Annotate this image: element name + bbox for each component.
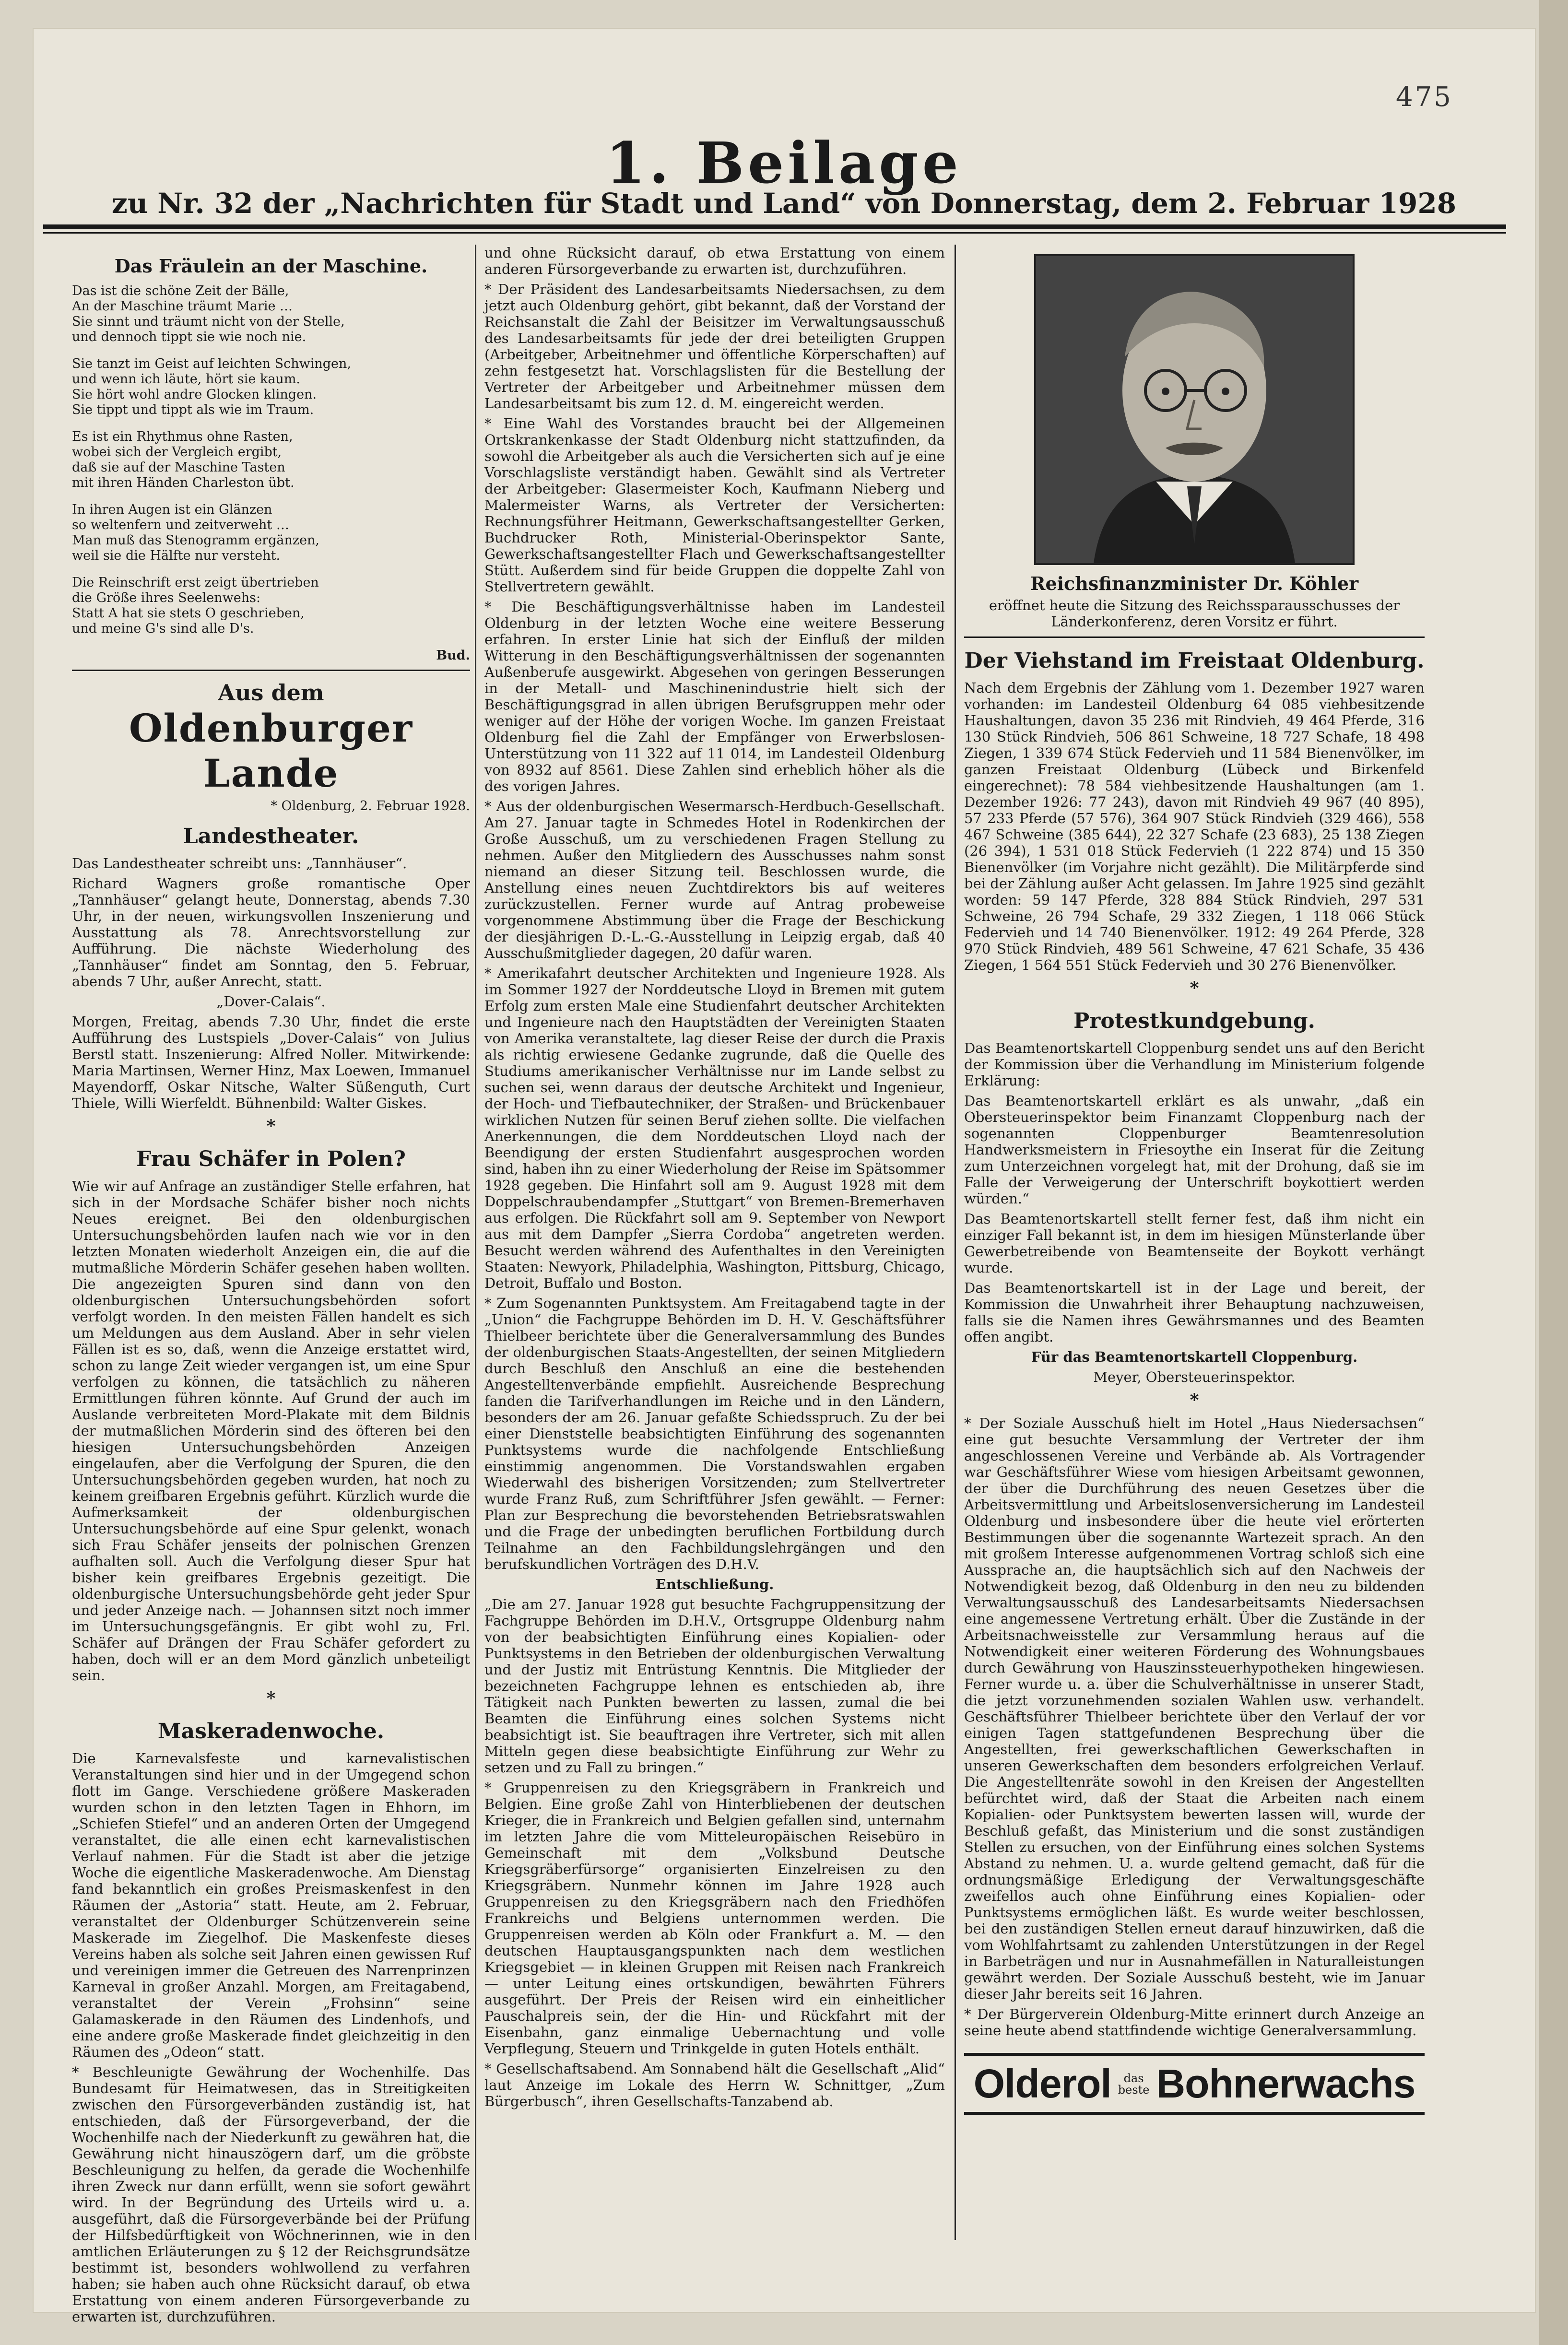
article-text: * Der Präsident des Landesarbeitsamts Niedersachsen, zu dem jetzt auch Oldenburg gehört, gibt bekannt, daß der Vorstand der Reichsanstalt die Zahl der Beisitzer im Verwaltungsausschuß des Landesarbeitsamts für jede der drei beteiligten Gruppen (Arbeitgeber, Arbeitnehmer und öffentliche Körperschaften) auf zehn festgesetzt hat. Vorschlagslisten für die Bestellung der Vertreter der Arbeitgeber und Arbeitnehmer müssen dem Landesarbeitsamt bis zum 12. d. M. eingereicht werden. <box>484 281 945 412</box>
article-title: Der Viehstand im Freistaat Oldenburg. <box>964 648 1425 673</box>
article-subhead: Entschließung. <box>655 1576 774 1592</box>
ad-small-word: das <box>1123 2071 1144 2085</box>
article-title: Maskeradenwoche. <box>157 1719 385 1744</box>
column-1 <box>72 245 470 2325</box>
photo-subcaption: eröffnet heute die Sitzung des Reichssparausschusses der Länderkonferenz, deren Vorsitz er führt. <box>989 597 1400 630</box>
poem-line: Es ist ein Rhythmus ohne Rasten, <box>72 429 293 444</box>
article-text: * Gesellschaftsabend. Am Sonnabend hält die Gesellschaft „Alid“ laut Anzeige im Lokale des Herrn W. Schnittger, „Zum Bürgerbusch“, ihren Gesellschafts-Tanzabend ab. <box>484 2061 945 2109</box>
article-text: „Die am 27. Januar 1928 gut besuchte Fachgruppensitzung der Fachgruppe Behörden im D.H.V., Ortsgruppe Oldenburg nahm von der beabsichtigten Einführung eines Kopialien- oder Punktsystems in den Betrieben der oldenburgischen Verwaltung und der Justiz mit Entrüstung Kenntnis. Die Mitglieder der bezeichneten Fachgruppe lehnen es entschieden ab, ihre Tätigkeit nach Punkten bewerten zu lassen, zumal die bei Beamten die Einführung eines solchen Systems nicht beabsichtigt ist. Sie beauftragen ihre Vertreter, sich mit allen Mitteln gegen diese beabsichtigte Einführung zur Wehr zu setzen und zu Fall zu bringen.“ <box>484 1596 945 1776</box>
poem-line: und dennoch tippt sie wie noch nie. <box>72 330 307 344</box>
poem-line: weil sie die Hälfte nur versteht. <box>72 548 281 563</box>
separator-star: * <box>266 1116 276 1136</box>
article-text: Das Beamtenortskartell stellt ferner fest, daß ihm nicht ein einziger Fall bekannt ist, in dem im hiesigen Münsterlande über Gewerbetreibende von Beamtenseite der Boykott verhängt wurde. <box>964 1211 1425 1276</box>
column-2 <box>484 245 945 2240</box>
poem-author: Bud. <box>436 648 470 663</box>
article-text: * Der Bürgerverein Oldenburg-Mitte erinnert durch Anzeige an seine heute abend stattfindende wichtige Generalversammlung. <box>964 2006 1425 2039</box>
poem-line: die Größe ihres Seelenwehs: <box>72 590 261 605</box>
poem-line: In ihren Augen ist ein Glänzen <box>72 502 272 517</box>
poem-line: Sie tanzt im Geist auf leichten Schwingen, <box>72 356 351 371</box>
separator-star: * <box>266 1688 276 1709</box>
signature: Meyer, Obersteuerinspektor. <box>1093 1369 1296 1385</box>
column-3 <box>964 245 1425 2240</box>
poem-line: mit ihren Händen Charleston übt. <box>72 475 295 490</box>
header-rule <box>43 224 1506 229</box>
book-edge <box>1539 0 1568 2345</box>
poem-stanza <box>72 502 470 564</box>
article-text: Morgen, Freitag, abends 7.30 Uhr, findet die erste Aufführung des Lustspiels „Dover-Calais“ von Julius Berstl statt. Inszenierung: Alfred Noller. Mitwirkende: Maria Martinsen, Werner Hinz, Max Loewen, Immanuel Mayendorff, Oskar Nitsche, Walter Süßenguth, Curt Thiele, Willi Wierfeldt. Bühnenbild: Walter Giskes. <box>72 1013 470 1111</box>
poem-line: wobei sich der Vergleich ergibt, <box>72 445 282 460</box>
poem <box>72 283 470 636</box>
header-rule-thin <box>43 232 1506 234</box>
poem-line: Das ist die schöne Zeit der Bälle, <box>72 283 289 298</box>
separator-star: * <box>1190 978 1199 998</box>
portrait-image-icon <box>1036 256 1353 563</box>
poem-stanza <box>72 575 470 636</box>
section-pre: Aus dem <box>218 680 324 706</box>
poem-line: Sie hört wohl andre Glocken klingen. <box>72 387 317 402</box>
poem-line: Die Reinschrift erst zeigt übertrieben <box>72 575 319 590</box>
article-title: Landestheater. <box>183 824 359 848</box>
article-text: * Eine Wahl des Vorstandes braucht bei der Allgemeinen Ortskrankenkasse der Stadt Oldenburg nicht stattzufinden, da sowohl die Arbeitgeber als auch die Versicherten sich auf je eine Vorschlagsliste verständigt haben. Gewählt sind als Vertreter der Arbeitgeber: Glasermeister Koch, Kaufmann Nieberg und Malermeister Warns, als Vertreter der Versicherten: Rechnungsführer Heitmann, Gewerkschaftsangestellter Gerken, Buchdrucker Roth, Ministerial-Oberinspektor Sante, Gewerkschaftsangestellter Flach und Gewerkschaftsangestellter Stütt. Außerdem sind für beide Gruppen die doppelte Zahl von Stellvertretern gewählt. <box>484 415 945 595</box>
ad-product: Bohnerwachs <box>1156 2061 1415 2106</box>
ad-small-word: beste <box>1118 2083 1150 2097</box>
signature: Für das Beamtenortskartell Cloppenburg. <box>1031 1349 1358 1365</box>
column-divider <box>475 245 476 2240</box>
article-text: Das Beamtenortskartell ist in der Lage und bereit, der Kommission die Unwahrheit ihrer Behauptung nachzuweisen, falls sie die Namen ihres Gewährsmannes und des Beamten offen angibt. <box>964 1280 1425 1345</box>
poem-line: Sie sinnt und träumt nicht von der Stelle, <box>72 314 345 329</box>
poem-title: Das Fräulein an der Maschine. <box>114 255 428 277</box>
article-text: * Gruppenreisen zu den Kriegsgräbern in Frankreich und Belgien. Eine große Zahl von Hinterbliebenen der deutschen Krieger, die in Frankreich und Belgien gefallen sind, unternahm im letzten Jahre die vom Mitteleuropäischen Reisebüro in Gemeinschaft mit dem „Volksbund Deutsche Kriegsgräberfürsorge“ organisierten Einzelreisen zu den Kriegsgräbern. Nunmehr können im Jahre 1928 auch Gruppenreisen zu den Kriegsgräbern nach den Friedhöfen Frankreichs und Belgiens unternommen werden. Die Gruppenreisen werden ab Köln oder Frankfurt a. M. — den deutschen Hauptausgangspunkten nach dem westlichen Kriegsgebiet — in kleinen Gruppen mit Reisen nach Frankreich — unter Leitung eines ortskundigen, bewährten Führers ausgeführt. Der Preis der Reisen wird ein einheitlicher Pauschalpreis sein, der die Hin- und Rückfahrt mit der Eisenbahn, ganz einmalige Uebernachtung und volle Verpflegung, Steuern und Trinkgelde in guten Hotels enthält. <box>484 1779 945 2057</box>
photo-caption: Reichsfinanzminister Dr. Köhler <box>1030 573 1359 594</box>
article-text: * Der Soziale Ausschuß hielt im Hotel „Haus Niedersachsen“ eine gut besuchte Versammlung der Vertreter der ihm angeschlossenen Vereine und Verbände ab. Als Vortragender war Geschäftsführer Wiese vom hiesigen Arbeitsamt gewonnen, der über die Durchführung des neuen Gesetzes über die Arbeitsvermittlung und Arbeitslosenversicherung im Landesteil Oldenburg und insbesondere über die heute viel erörterten Bestimmungen über die sogenannte Wartezeit sprach. An den mit großem Interesse aufgenommenen Vortrag schloß sich eine Aussprache an, die hauptsächlich sich auf den Nachweis der Notwendigkeit bezog, daß Oldenburg in den neu zu bildenden Verwaltungsausschuß des Landesarbeitsamts Niedersachsen eine angemessene Vertretung erhält. Über die Zustände in der Arbeitsnachweisstelle zur Versammlung heraus auf die Notwendigkeit einer weiteren Förderung des Wohnungsbaues durch Gewährung von Hauszinssteuerhypotheken hingewiesen. Ferner wurde u. a. über die Schulverhältnisse in unserer Stadt, die jetzt vorzunehmenden sozialen Wahlen usw. verhandelt. Geschäftsführer Thielbeer berichtete über den Verlauf der vor einigen Tagen stattgefundenen Besprechung über die Angestellten, frei gewerkschaftlichen Gewerkschaften in unseren Gewerkschaften dem besonders erfolgreichen Verlauf. Die Angestelltenräte sowohl in den Kreisen der Angestellten befürchtet wird, daß der Staat die Arbeiten nach einem Kopialien- oder Punktsystem bewerten lassen will, wurde der Beschluß gefaßt, das Ministerium und die sonst zuständigen Stellen zu ersuchen, von der Einführung eines solchen Systems Abstand zu nehmen. U. a. wurde geltend gemacht, daß für die ordnungsmäßige Erledigung der Verwaltungsgeschäfte zweifellos auch ohne Einführung eines Kopialien- oder Punktsystems ermöglichen läßt. Es wurde weiter beschlossen, bei den zuständigen Stellen erneut darauf hinzuwirken, daß die vom Wohlfahrtsamt zu zahlenden Unterstützungen in der Regel in Barbeträgen und nur in Ausnahmefällen in Naturalleistungen gewährt werden. Der Soziale Ausschuß besteht, wie im Januar dieser Jahr bereits seit 16 Jahren. <box>964 1415 1425 2002</box>
separator-star: * <box>1190 1390 1199 1410</box>
article-text: * Zum Sogenannten Punktsystem. Am Freitagabend tagte in der „Union“ die Fachgruppe Behörden im D. H. V. Geschäftsführer Thielbeer berichtete über die Generalversammlung des Bundes der oldenburgischen Staats-Angestellten, der seinen Mitgliedern durch Beschluß den Anschluß an eine die bestehenden Angestelltenverbände empfiehlt. Ausreichende Besprechung fanden die Tarifverhandlungen im Reiche und in den Ländern, besonders der am 26. Januar gefaßte Schiedsspruch. Zu der bei einer Dienststelle beabsichtigten Einführung des sogenannten Punktsystems wurde die nachfolgende Entschließung einstimmig angenommen. Die Vorstandswahlen ergaben Wiederwahl des bisherigen Vorsitzenden; zum Stellvertreter wurde Franz Ruß, zum Schriftführer Jsfen gewählt. — Ferner: Plan zur Besprechung die bevorstehenden Betriebsratswahlen und die Frage der unbedingten beruflichen Fortbildung durch Teilnahme an den Fachbildungslehrgängen und den berufskundlichen Vorträgen des D.H.V. <box>484 1295 945 1572</box>
poem-line: und wenn ich läute, hört sie kaum. <box>72 372 301 387</box>
poem-line: An der Maschine träumt Marie … <box>72 299 293 314</box>
ad-small-text <box>1118 2073 1150 2096</box>
dateline: * Oldenburg, 2. Februar 1928. <box>271 799 470 813</box>
poem-line: Man muß das Stenogramm ergänzen, <box>72 533 320 548</box>
section-rule <box>964 636 1425 638</box>
article-title: Protestkundgebung. <box>1073 1009 1315 1033</box>
poem-line: und meine G's sind alle D's. <box>72 621 254 636</box>
article-text: Das Beamtenortskartell erklärt es als unwahr, „daß ein Obersteuerinspektor beim Finanzamt Cloppenburg nach der sogenannten Cloppenburger Beamtenresolution Handwerksmeistern in Friesoythe ein Inserat für die Zeitung zum Unterzeichnen vorgelegt hat, mit der Drohung, daß sie im Falle der Verweigerung der Unterschrift boykottiert werden würden.“ <box>964 1093 1425 1207</box>
article-text: * Aus der oldenburgischen Wesermarsch-Herdbuch-Gesellschaft. Am 27. Januar tagte in Schmedes Hotel in Rodenkirchen der Große Ausschuß, um zu verschiedenen Fragen Stellung zu nehmen. Außer den Mitgliedern des Ausschusses nahm sonst niemand an dieser Sitzung teil. Beschlossen wurde, die Anstellung eines neuen Zuchtdirektors bis auf weiteres zurückzustellen. Ferner wurde auf Antrag probeweise vorgenommene Abstimmung über die Frage der Beschickung der diesjährigen D.-L.-G.-Ausstellung in Leipzig ergab, daß 40 Ausschußmitglieder dagegen, 20 dafür waren. <box>484 798 945 961</box>
page-number: 475 <box>1396 82 1453 113</box>
article-text: * Die Beschäftigungsverhältnisse haben im Landesteil Oldenburg in der letzten Woche eine weitere Besserung erfahren. In erster Linie hat sich der Einfluß der milden Witterung in den Beschäftigungsverhältnissen der sogenannten Außenberufe ausgewirkt. Abgesehen von geringen Besserungen in der Metall- und Maschinenindustrie hielt sich der Beschäftigungsgrad in allen übrigen Berufsgruppen mehr oder weniger auf der Höhe der vorigen Woche. Im ganzen Freistaat Oldenburg fiel die Zahl der Empfänger von Erwerbslosen-Unterstützung von 11 322 auf 11 014, im Landesteil Oldenburg von 8932 auf 8561. Diese Zahlen sind erheblich höher als die des vorigen Jahres. <box>484 599 945 794</box>
column-divider <box>955 245 956 2240</box>
article-text: und ohne Rücksicht darauf, ob etwa Erstattung von einem anderen Fürsorgeverbande zu erwarten ist, durchzuführen. <box>484 245 945 277</box>
article-title: Frau Schäfer in Polen? <box>136 1147 406 1171</box>
section-rule <box>72 670 470 671</box>
section-title: Oldenburger Lande <box>129 706 413 796</box>
portrait-photo <box>1034 254 1355 565</box>
article-text: Nach dem Ergebnis der Zählung vom 1. Dezember 1927 waren vorhanden: im Landesteil Oldenburg 64 085 viehbesitzende Haushaltungen, davon 35 236 mit Rindvieh, 49 464 Pferde, 316 130 Stück Rindvieh, 506 861 Schweine, 18 727 Schafe, 18 498 Ziegen, 1 339 674 Stück Federvieh und 11 584 Bienenvölker, im ganzen Freistaat Oldenburg (Lübeck und Birkenfeld eingerechnet): 78 584 viehbesitzende Haushaltungen (am 1. Dezember 1926: 77 243), davon mit Rindvieh 49 967 (40 895), 57 233 Pferde (57 576), 364 907 Stück Rindvieh (329 466), 558 467 Schweine (385 644), 22 327 Schafe (23 683), 25 138 Ziegen (26 394), 1 531 018 Stück Federvieh (1 222 874) und 15 350 Bienenvölker (im Vorjahre nicht gezählt). Die Militärpferde sind bei der Zählung außer Acht gelassen. Im Jahre 1925 sind gezählt worden: 59 147 Pferde, 328 884 Stück Rindvieh, 297 531 Schweine, 26 794 Schafe, 29 332 Ziegen, 1 118 066 Stück Federvieh und 14 740 Bienenvölker. 1912: 49 264 Pferde, 328 970 Stück Rindvieh, 489 561 Schweine, 47 621 Schafe, 35 436 Ziegen, 1 564 551 Stück Federvieh und 30 276 Bienenvölker. <box>964 680 1425 973</box>
article-text: Wie wir auf Anfrage an zuständiger Stelle erfahren, hat sich in der Mordsache Schäfer bisher noch nichts Neues ereignet. Bei den oldenburgischen Untersuchungsbehörden laufen nach wie vor in den letzten Monaten wiederholt Anzeigen ein, die auf die mutmaßliche Mörderin Schäfer gesehen haben wollten. Die angezeigten Spuren sind dann von den oldenburgischen Untersuchungsbehörden sofort verfolgt worden. In den meisten Fällen handelt es sich um Meldungen aus dem Ausland. Aber in sehr vielen Fällen ist es so, daß, wenn die Anzeige erstattet wird, schon zu lange Zeit wieder vergangen ist, um eine Spur verfolgen zu können, die tatsächlich zu näheren Ermittlungen führen könnte. Auf Grund der auch im Auslande verbreiteten Mord-Plakate mit dem Bildnis der mutmaßlichen Mörderin sind des öfteren bei den hiesigen Untersuchungsbehörden Anzeigen eingelaufen, aber die Verfolgung der Spuren, die den Untersuchungsbehörden gegeben wurden, hat noch zu keinem greifbaren Ergebnis geführt. Kürzlich wurde die Aufmerksamkeit der oldenburgischen Untersuchungsbehörde auf eine Spur gelenkt, wonach sich Frau Schäfer jenseits der polnischen Grenzen aufhalten soll. Auch die Verfolgung dieser Spur hat bisher kein greifbares Ergebnis gezeitigt. Die oldenburgische Untersuchungsbehörde geht jeder Spur und jeder Anzeige nach. — Johannsen sitzt noch immer im Untersuchungsgefängnis. Er gibt wohl zu, Frl. Schäfer auf Drängen der Frau Schäfer gefordert zu haben, doch will er an dem Mord gänzlich unbeteiligt sein. <box>72 1178 470 1684</box>
advertisement <box>964 2053 1425 2115</box>
poem-line: Statt A hat sie stets O geschrieben, <box>72 606 305 621</box>
poem-line: daß sie auf der Maschine Tasten <box>72 460 285 475</box>
poem-line: so weltenfern und zeitverweht … <box>72 518 289 532</box>
article-subhead: „Dover-Calais“. <box>216 993 326 1010</box>
article-text: Das Beamtenortskartell Cloppenburg sendet uns auf den Bericht der Kommission über die Verhandlung im Ministerium folgende Erklärung: <box>964 1040 1425 1089</box>
page-subtitle: zu Nr. 32 der „Nachrichten für Stadt und Land“ von Donnerstag, dem 2. Februar 1928 <box>111 187 1457 220</box>
article-text: * Amerikafahrt deutscher Architekten und Ingenieure 1928. Als im Sommer 1927 der Norddeutsche Lloyd in Bremen mit gutem Erfolg zum ersten Male eine Studienfahrt deutscher Architekten und Ingenieure nach den Hauptstädten der Vereinigten Staaten von Amerika veranstaltete, lag dieser Reise der durch die Praxis als richtig erwiesene Gedanke zugrunde, daß die Quelle des Studiums amerikanischer Verhältnisse nur im Lande selbst zu suchen sei, wenn daraus der deutsche Architekt und Ingenieur, der Hoch- und Tiefbautechniker, der Straßen- und Brückenbauer wirklichen Nutzen für seinen Beruf ziehen sollte. Die vielfachen Anerkennungen, die dem Norddeutschen Lloyd nach der Beendigung der ersten Studienfahrt ausgesprochen worden sind, haben ihn zu einer Wiederholung der Reise im Spätsommer 1928 gegeben. Die Hinfahrt soll am 9. August 1928 mit dem Doppelschraubendampfer „Stuttgart“ von Bremen-Bremerhaven aus erfolgen. Die Rückfahrt soll am 9. September von Newport aus mit dem Dampfer „Sierra Cordoba“ angetreten werden. Besucht werden während des Aufenthaltes in den Vereinigten Staaten: Newyork, Philadelphia, Washington, Pittsburg, Chicago, Detroit, Buffalo und Boston. <box>484 965 945 1291</box>
poem-stanza <box>72 356 470 418</box>
ad-brand: Olderol <box>973 2061 1111 2106</box>
article-text: * Beschleunigte Gewährung der Wochenhilfe. Das Bundesamt für Heimatwesen, das in Streitigkeiten zwischen den Fürsorgeverbänden zuständig ist, hat entschieden, daß der Fürsorgeverband, der die Wochenhilfe nach der Niederkunft zu gewähren hat, die Gewährung nicht hinauszögern darf, um die gröbste Beschleunigung zu helfen, da gerade die Wochenhilfe ihren Zweck nur dann erfüllt, wenn sie sofort gewährt wird. In der Begründung des Urteils wird u. a. ausgeführt, daß die Fürsorgeverbände bei der Prüfung der Hilfsbedürftigkeit von Wöchnerinnen, wie in den amtlichen Erläuterungen zu § 12 der Reichsgrundsätze bestimmt ist, besonders wohlwollend zu verfahren haben; sie haben auch ohne Rücksicht darauf, ob etwa Erstattung von einem anderen Fürsorgeverbande zu erwarten ist, durchzuführen. <box>72 2064 470 2325</box>
article-text: Richard Wagners große romantische Oper „Tannhäuser“ gelangt heute, Donnerstag, abends 7.30 Uhr, in der neuen, wirkungsvollen Inszenierung und Ausstattung als 78. Anrechtsvorstellung zur Aufführung. Die nächste Wiederholung des „Tannhäuser“ findet am Sonntag, den 5. Februar, abends 7 Uhr, außer Anrecht, statt. <box>72 875 470 990</box>
poem-stanza <box>72 429 470 491</box>
poem-line: Sie tippt und tippt als wie im Traum. <box>72 402 314 417</box>
page-title: 1. Beilage <box>606 130 962 196</box>
poem-stanza <box>72 283 470 345</box>
article-text: Das Landestheater schreibt uns: „Tannhäuser“. <box>72 855 407 872</box>
article-text: Die Karnevalsfeste und karnevalistischen Veranstaltungen sind hier und in der Umgegend schon flott im Gange. Verschiedene größere Maskeraden wurden schon in den letzten Tagen in Ehhorn, im „Schiefen Stiefel“ und an anderen Orten der Umgegend veranstaltet, die alle einen echt karnevalistischen Verlauf nahmen. Für die Stadt ist aber die jetzige Woche die eigentliche Maskeradenwoche. Am Dienstag fand bekanntlich ein großes Preismaskenfest in den Räumen der „Astoria“ statt. Heute, am 2. Februar, veranstaltet der Oldenburger Schützenverein seine Maskerade im Ziegelhof. Die Maskenfeste dieses Vereins haben als solche seit Jahren einen gewissen Ruf und vereinigen immer die Getreuen des Narrenprinzen Karneval in großer Anzahl. Morgen, am Freitagabend, veranstaltet der Verein „Frohsinn“ seine Galamaskerade in den Räumen des Lindenhofs, und eine andere große Maskerade findet gleichzeitig in den Räumen des „Odeon“ statt. <box>72 1750 470 2060</box>
